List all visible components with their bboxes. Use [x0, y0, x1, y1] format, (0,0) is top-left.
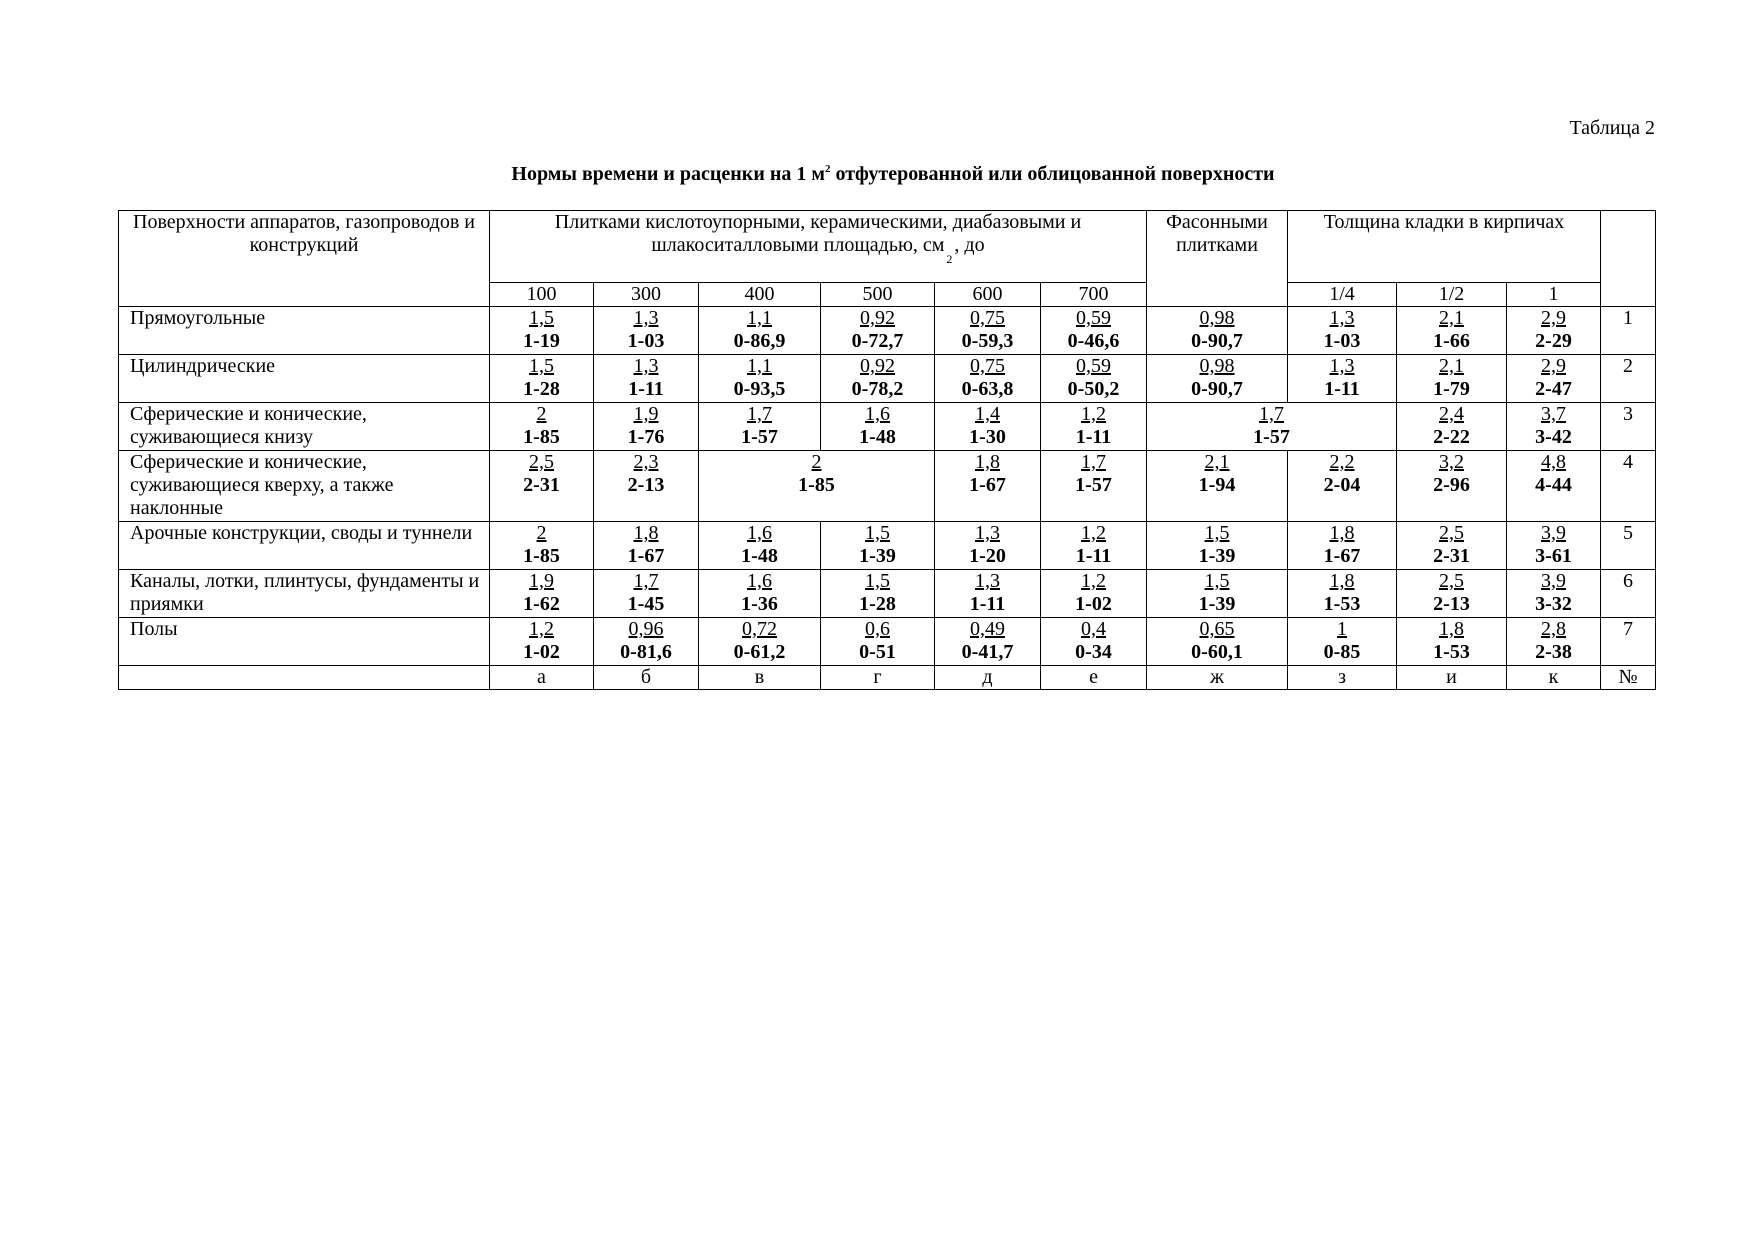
row-surface: Полы [119, 618, 490, 666]
norm-value: 2,1 [1439, 355, 1465, 377]
row-number: 4 [1601, 451, 1656, 522]
norm-value: 1,3 [633, 307, 659, 329]
price-value: 2-04 [1323, 474, 1361, 496]
row-number: 2 [1601, 355, 1656, 403]
price-value: 0-61,2 [733, 641, 786, 663]
price-value: 2-96 [1433, 474, 1470, 496]
price-value: 0-63,8 [961, 378, 1014, 400]
area-600: 600 [935, 283, 1041, 307]
norm-value: 2 [536, 522, 547, 544]
price-value: 1-03 [627, 330, 665, 352]
table-cell [490, 307, 594, 355]
price-value: 1-45 [627, 593, 665, 615]
norm-value: 0,72 [742, 618, 777, 640]
area-400: 400 [699, 283, 821, 307]
norm-value: 1,5 [529, 355, 554, 377]
table-cell [1397, 403, 1507, 451]
table-row [119, 522, 1656, 570]
norm-value: 1 [1337, 618, 1348, 640]
norm-value: 1,3 [975, 570, 1000, 592]
price-value: 1-48 [741, 545, 778, 567]
table-cell [1041, 522, 1147, 570]
table-cell [1147, 355, 1288, 403]
header-num [1601, 211, 1656, 307]
column-letter: г [821, 666, 935, 690]
norm-value: 1,3 [1329, 307, 1355, 329]
price-value: 3-61 [1535, 545, 1572, 567]
table-cell [935, 570, 1041, 618]
norm-value: 0,98 [1199, 355, 1235, 377]
price-value: 1-62 [523, 593, 560, 615]
row-surface: Сферические и конические, суживающиеся книзу [119, 403, 490, 451]
norm-value: 1,1 [747, 307, 772, 329]
norm-value: 0,59 [1076, 307, 1111, 329]
title-suffix: отфутерованной или облицованной поверхности [830, 163, 1275, 185]
norm-value: 0,65 [1199, 618, 1235, 640]
table-cell [699, 570, 821, 618]
table-cell [1288, 570, 1397, 618]
table-cell [594, 618, 699, 666]
table-cell [1507, 355, 1601, 403]
table-cell [935, 522, 1041, 570]
header-tiles-sup: 2 [946, 252, 953, 266]
norm-value: 1,2 [529, 618, 554, 640]
norm-value: 1,3 [975, 522, 1000, 544]
table-row [119, 403, 1656, 451]
footer-empty [119, 666, 490, 690]
column-letter: а [490, 666, 594, 690]
norm-value: 1,5 [865, 522, 890, 544]
table-cell [1397, 451, 1507, 522]
table-cell [1507, 403, 1601, 451]
norm-value: 1,5 [529, 307, 554, 329]
table-cell [1041, 403, 1147, 451]
column-letter: в [699, 666, 821, 690]
number-sign: № [1601, 666, 1656, 690]
table-cell [935, 403, 1041, 451]
table-cell [1041, 355, 1147, 403]
price-value: 1-85 [798, 474, 835, 496]
table-cell [821, 307, 935, 355]
price-value: 1-02 [523, 641, 560, 663]
norm-value: 1,8 [1329, 522, 1355, 544]
table-cell [699, 522, 821, 570]
table-cell [1288, 307, 1397, 355]
norm-value: 0,4 [1081, 618, 1106, 640]
norm-value: 2 [811, 451, 822, 473]
row-number: 3 [1601, 403, 1656, 451]
column-letter: б [594, 666, 699, 690]
price-value: 1-30 [969, 426, 1006, 448]
price-value: 0-50,2 [1067, 378, 1120, 400]
price-value: 0-34 [1075, 641, 1112, 663]
header-brick: Толщина кладки в кирпичах [1288, 211, 1601, 283]
row-surface: Арочные конструкции, своды и туннели [119, 522, 490, 570]
table-cell [1147, 451, 1288, 522]
table-cell [1397, 618, 1507, 666]
price-value: 0-41,7 [961, 641, 1014, 663]
norm-value: 0,75 [970, 355, 1005, 377]
norm-value: 1,9 [633, 403, 659, 425]
column-letter: ж [1147, 666, 1288, 690]
column-letter: з [1288, 666, 1397, 690]
table-cell [1288, 522, 1397, 570]
norm-value: 0,49 [970, 618, 1005, 640]
norm-value: 0,98 [1199, 307, 1235, 329]
price-value: 1-11 [969, 593, 1006, 615]
price-value: 2-13 [627, 474, 665, 496]
price-value: 2-29 [1535, 330, 1572, 352]
price-value: 1-57 [1253, 426, 1290, 448]
table-cell [1041, 570, 1147, 618]
row-number: 6 [1601, 570, 1656, 618]
table-cell [699, 618, 821, 666]
title-sup: 2 [825, 163, 831, 175]
price-value: 1-94 [1198, 474, 1236, 496]
price-value: 1-11 [1075, 426, 1112, 448]
norm-value: 1,9 [529, 570, 554, 592]
price-value: 1-20 [969, 545, 1006, 567]
table-cell [1147, 307, 1288, 355]
table-cell [490, 355, 594, 403]
price-value: 2-47 [1535, 378, 1572, 400]
area-700: 700 [1041, 283, 1147, 307]
price-value: 4-44 [1535, 474, 1572, 496]
norm-value: 1,3 [633, 355, 659, 377]
table-cell [490, 570, 594, 618]
price-value: 1-03 [1323, 330, 1361, 352]
price-value: 1-11 [1324, 378, 1360, 400]
norm-value: 2,3 [633, 451, 659, 473]
table-cell [935, 307, 1041, 355]
table-cell [594, 522, 699, 570]
price-value: 1-11 [628, 378, 664, 400]
price-value: 1-67 [969, 474, 1006, 496]
norms-table [118, 210, 1656, 690]
price-value: 0-90,7 [1191, 330, 1243, 352]
table-row [119, 307, 1656, 355]
header-surface: Поверхности аппаратов, газопроводов и конструкций [119, 211, 490, 307]
price-value: 1-85 [523, 426, 560, 448]
table-cell [594, 451, 699, 522]
norm-value: 1,8 [1329, 570, 1355, 592]
norm-value: 1,6 [747, 570, 772, 592]
norm-value: 3,9 [1541, 570, 1567, 592]
table-cell [1147, 570, 1288, 618]
table-row [119, 355, 1656, 403]
thickness-quarter: 1/4 [1288, 283, 1397, 307]
norm-value: 1,7 [747, 403, 772, 425]
norm-value: 1,3 [1329, 355, 1355, 377]
norm-value: 1,7 [633, 570, 659, 592]
table-cell [699, 403, 821, 451]
norm-value: 0,59 [1076, 355, 1111, 377]
table-cell [1397, 355, 1507, 403]
table-cell [490, 403, 594, 451]
price-value: 1-48 [859, 426, 896, 448]
row-number: 1 [1601, 307, 1656, 355]
price-value: 0-86,9 [733, 330, 786, 352]
table-cell [1041, 618, 1147, 666]
price-value: 1-57 [741, 426, 778, 448]
norm-value: 3,2 [1439, 451, 1465, 473]
price-value: 2-31 [1433, 545, 1470, 567]
row-number: 5 [1601, 522, 1656, 570]
table-row [119, 451, 1656, 522]
price-value: 0-46,6 [1067, 330, 1120, 352]
price-value: 2-31 [523, 474, 560, 496]
price-value: 1-79 [1433, 378, 1470, 400]
table-cell [821, 403, 935, 451]
price-value: 1-19 [523, 330, 560, 352]
norm-value: 1,8 [1439, 618, 1465, 640]
table-cell [594, 355, 699, 403]
norm-value: 2,5 [529, 451, 554, 473]
price-value: 1-39 [1198, 593, 1236, 615]
table-cell [821, 355, 935, 403]
price-value: 1-02 [1075, 593, 1112, 615]
table-cell [1507, 307, 1601, 355]
price-value: 1-39 [1198, 545, 1236, 567]
price-value: 0-81,6 [620, 641, 672, 663]
norm-value: 1,1 [747, 355, 772, 377]
norm-value: 1,5 [1204, 570, 1230, 592]
table-cell [1507, 618, 1601, 666]
norm-value: 2,4 [1439, 403, 1465, 425]
norm-value: 2,9 [1541, 355, 1567, 377]
price-value: 3-32 [1535, 593, 1572, 615]
norm-value: 1,2 [1081, 570, 1106, 592]
norm-value: 3,9 [1541, 522, 1567, 544]
norm-value: 0,6 [865, 618, 890, 640]
table-label: Таблица 2 [1569, 117, 1655, 139]
table-cell [490, 522, 594, 570]
norm-value: 1,2 [1081, 403, 1106, 425]
norm-value: 1,6 [747, 522, 772, 544]
thickness-one: 1 [1507, 283, 1601, 307]
header-row [119, 211, 1656, 283]
table-cell [935, 451, 1041, 522]
header-tiles-text: Плитками кислотоупорными, керамическими, диабазовыми и шлакоситалловыми площадью, см [554, 211, 1082, 256]
price-value: 3-42 [1535, 426, 1572, 448]
table-cell [1288, 451, 1397, 522]
norm-value: 1,7 [1081, 451, 1106, 473]
price-value: 0-60,1 [1191, 641, 1243, 663]
table-row [119, 618, 1656, 666]
table-cell [1288, 355, 1397, 403]
price-value: 2-22 [1433, 426, 1470, 448]
price-value: 0-93,5 [733, 378, 786, 400]
norm-value: 0,92 [860, 355, 895, 377]
table-cell [1507, 570, 1601, 618]
price-value: 1-67 [1323, 545, 1361, 567]
area-100: 100 [490, 283, 594, 307]
table-cell [1507, 522, 1601, 570]
table-cell [699, 307, 821, 355]
norm-value: 2,2 [1329, 451, 1355, 473]
header-shaped: Фасонными плитками [1147, 211, 1288, 307]
price-value: 0-78,2 [851, 378, 904, 400]
price-value: 1-28 [523, 378, 560, 400]
thickness-half: 1/2 [1397, 283, 1507, 307]
norm-value: 2,8 [1541, 618, 1567, 640]
norm-value: 2,1 [1439, 307, 1465, 329]
table-cell [490, 451, 594, 522]
price-value: 2-13 [1433, 593, 1470, 615]
table-cell [1041, 307, 1147, 355]
norm-value: 1,8 [633, 522, 659, 544]
price-value: 0-85 [1323, 641, 1361, 663]
price-value: 0-59,3 [961, 330, 1014, 352]
row-surface: Сферические и конические, суживающиеся кверху, а также наклонные [119, 451, 490, 522]
norm-value: 0,75 [970, 307, 1005, 329]
norm-value: 1,8 [975, 451, 1000, 473]
table-cell-merged [699, 451, 935, 522]
table-cell [821, 570, 935, 618]
price-value: 1-57 [1075, 474, 1112, 496]
row-number: 7 [1601, 618, 1656, 666]
table-cell [699, 355, 821, 403]
table-cell [490, 618, 594, 666]
column-letter: к [1507, 666, 1601, 690]
header-tiles-post: , до [954, 234, 985, 256]
price-value: 1-85 [523, 545, 560, 567]
price-value: 1-67 [627, 545, 665, 567]
table-cell [821, 522, 935, 570]
table-cell-merged [1147, 403, 1397, 451]
norm-value: 2,5 [1439, 522, 1465, 544]
norm-value: 1,7 [1259, 403, 1285, 425]
norm-value: 2,5 [1439, 570, 1465, 592]
price-value: 1-76 [627, 426, 665, 448]
table-cell [594, 570, 699, 618]
price-value: 0-51 [859, 641, 896, 663]
norm-value: 4,8 [1541, 451, 1567, 473]
norm-value: 1,5 [865, 570, 890, 592]
price-value: 0-72,7 [851, 330, 904, 352]
norm-value: 1,2 [1081, 522, 1106, 544]
norm-value: 2 [536, 403, 547, 425]
row-surface: Цилиндрические [119, 355, 490, 403]
table-cell [1147, 522, 1288, 570]
norm-value: 0,96 [628, 618, 664, 640]
price-value: 1-66 [1433, 330, 1470, 352]
table-row [119, 570, 1656, 618]
table-cell [1397, 570, 1507, 618]
table-cell [1147, 618, 1288, 666]
norm-value: 3,7 [1541, 403, 1567, 425]
table-cell [1507, 451, 1601, 522]
price-value: 0-90,7 [1191, 378, 1243, 400]
table-cell [1397, 307, 1507, 355]
price-value: 1-39 [859, 545, 896, 567]
table-cell [1397, 522, 1507, 570]
price-value: 1-11 [1075, 545, 1112, 567]
norm-value: 1,4 [975, 403, 1000, 425]
table-cell [1041, 451, 1147, 522]
column-letter: д [935, 666, 1041, 690]
table-cell [594, 403, 699, 451]
price-value: 1-53 [1433, 641, 1470, 663]
table-cell [935, 355, 1041, 403]
title-prefix: Нормы времени и расценки на 1 м [511, 163, 825, 185]
norm-value: 0,92 [860, 307, 895, 329]
price-value: 2-38 [1535, 641, 1572, 663]
area-300: 300 [594, 283, 699, 307]
price-value: 1-36 [741, 593, 778, 615]
area-500: 500 [821, 283, 935, 307]
row-surface: Каналы, лотки, плинтусы, фундаменты и приямки [119, 570, 490, 618]
price-value: 1-28 [859, 593, 896, 615]
column-letter: е [1041, 666, 1147, 690]
norm-value: 1,6 [865, 403, 890, 425]
table-cell [594, 307, 699, 355]
table-cell [935, 618, 1041, 666]
row-surface: Прямоугольные [119, 307, 490, 355]
header-tiles [490, 211, 1147, 283]
column-letter: и [1397, 666, 1507, 690]
norm-value: 2,1 [1204, 451, 1230, 473]
table-cell [1288, 618, 1397, 666]
norm-value: 2,9 [1541, 307, 1567, 329]
footer-row [119, 666, 1656, 690]
table-cell [821, 618, 935, 666]
norm-value: 1,5 [1204, 522, 1230, 544]
page-title [0, 163, 1755, 186]
price-value: 1-53 [1323, 593, 1361, 615]
